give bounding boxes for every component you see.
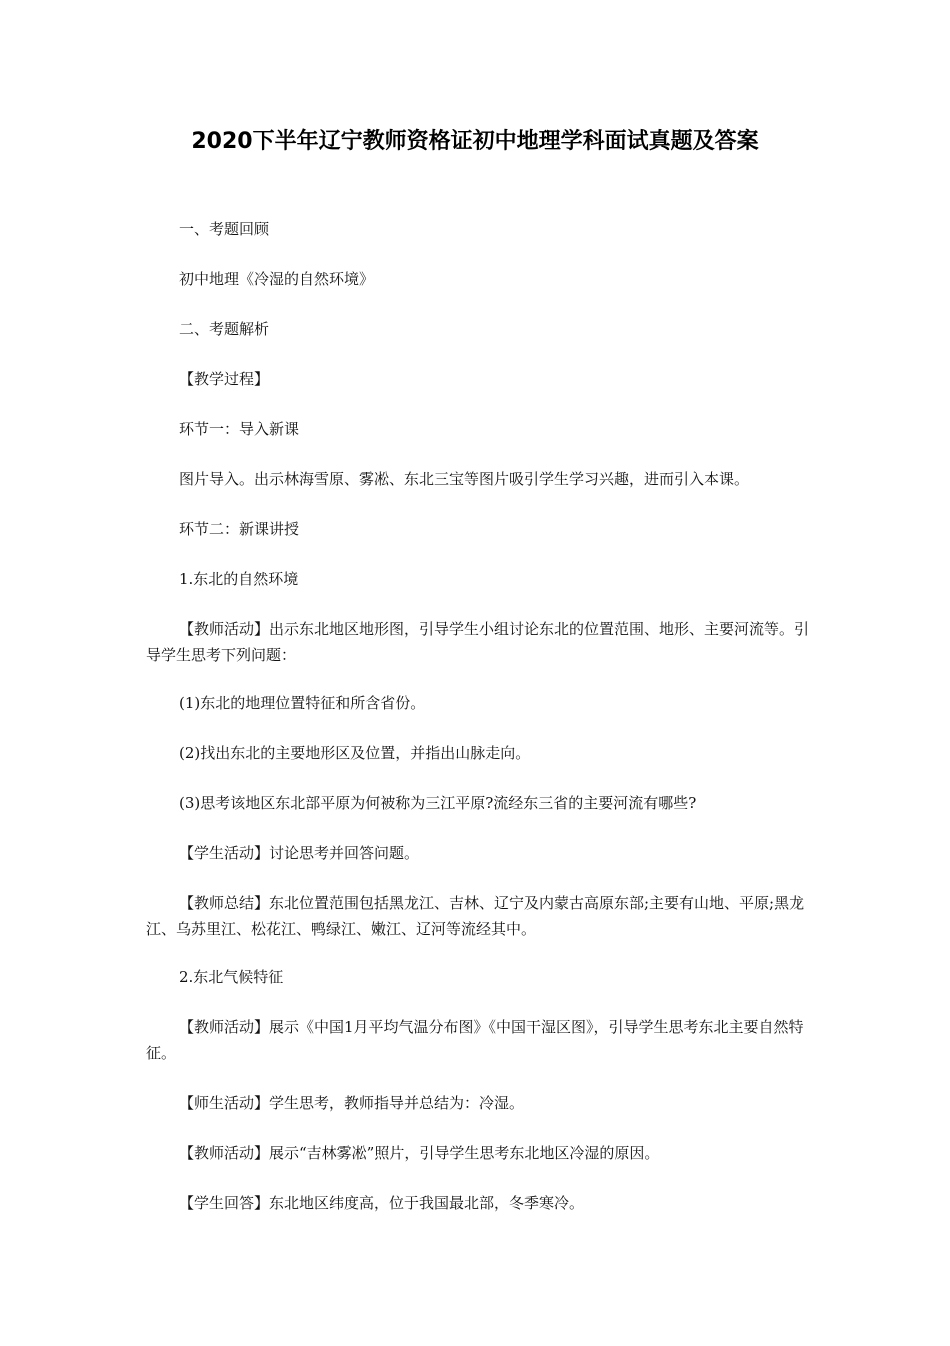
- student-activity-1: 【学生活动】讨论思考并回答问题。: [179, 844, 420, 862]
- section-heading-review: 一、考题回顾: [179, 220, 270, 238]
- stage-one-heading: 环节一：导入新课: [179, 420, 300, 438]
- question-2: (2)找出东北的主要地形区及位置，并指出山脉走向。: [179, 744, 531, 762]
- stage-one-text: 图片导入。出示林海雪原、雾凇、东北三宝等图片吸引学生学习兴趣，进而引入本课。: [179, 470, 750, 488]
- teacher-student-activity: 【师生活动】学生思考，教师指导并总结为：冷湿。: [179, 1094, 525, 1112]
- topic-line: 初中地理《冷湿的自然环境》: [179, 270, 375, 288]
- question-1: (1)东北的地理位置特征和所含省份。: [179, 694, 426, 712]
- document-title: 2020下半年辽宁教师资格证初中地理学科面试真题及答案: [191, 129, 759, 154]
- teacher-activity-2: 【教师活动】展示《中国1月平均气温分布图》《中国干湿区图》，引导学生思考东北主要自然特征。: [146, 1018, 804, 1062]
- teacher-activity-3: 【教师活动】展示“吉林雾凇”照片，引导学生思考东北地区冷湿的原因。: [179, 1144, 660, 1162]
- section-heading-analysis: 二、考题解析: [179, 320, 270, 338]
- subsection-2-heading: 2.东北气候特征: [179, 968, 284, 986]
- question-3: (3)思考该地区东北部平原为何被称为三江平原?流经东三省的主要河流有哪些?: [179, 794, 697, 812]
- stage-two-heading: 环节二：新课讲授: [179, 520, 300, 538]
- teacher-activity-1: 【教师活动】出示东北地区地形图，引导学生小组讨论东北的位置范围、地形、主要河流等。引导学生思考下列问题：: [146, 620, 810, 664]
- teacher-summary: 【教师总结】东北位置范围包括黑龙江、吉林、辽宁及内蒙古高原东部;主要有山地、平原;黑龙江、乌苏里江、松花江、鸭绿江、嫩江、辽河等流经其中。: [146, 894, 805, 938]
- student-answer: 【学生回答】东北地区纬度高，位于我国最北部，冬季寒冷。: [179, 1194, 585, 1212]
- teaching-process-heading: 【教学过程】: [179, 370, 270, 388]
- subsection-1-heading: 1.东北的自然环境: [179, 570, 299, 588]
